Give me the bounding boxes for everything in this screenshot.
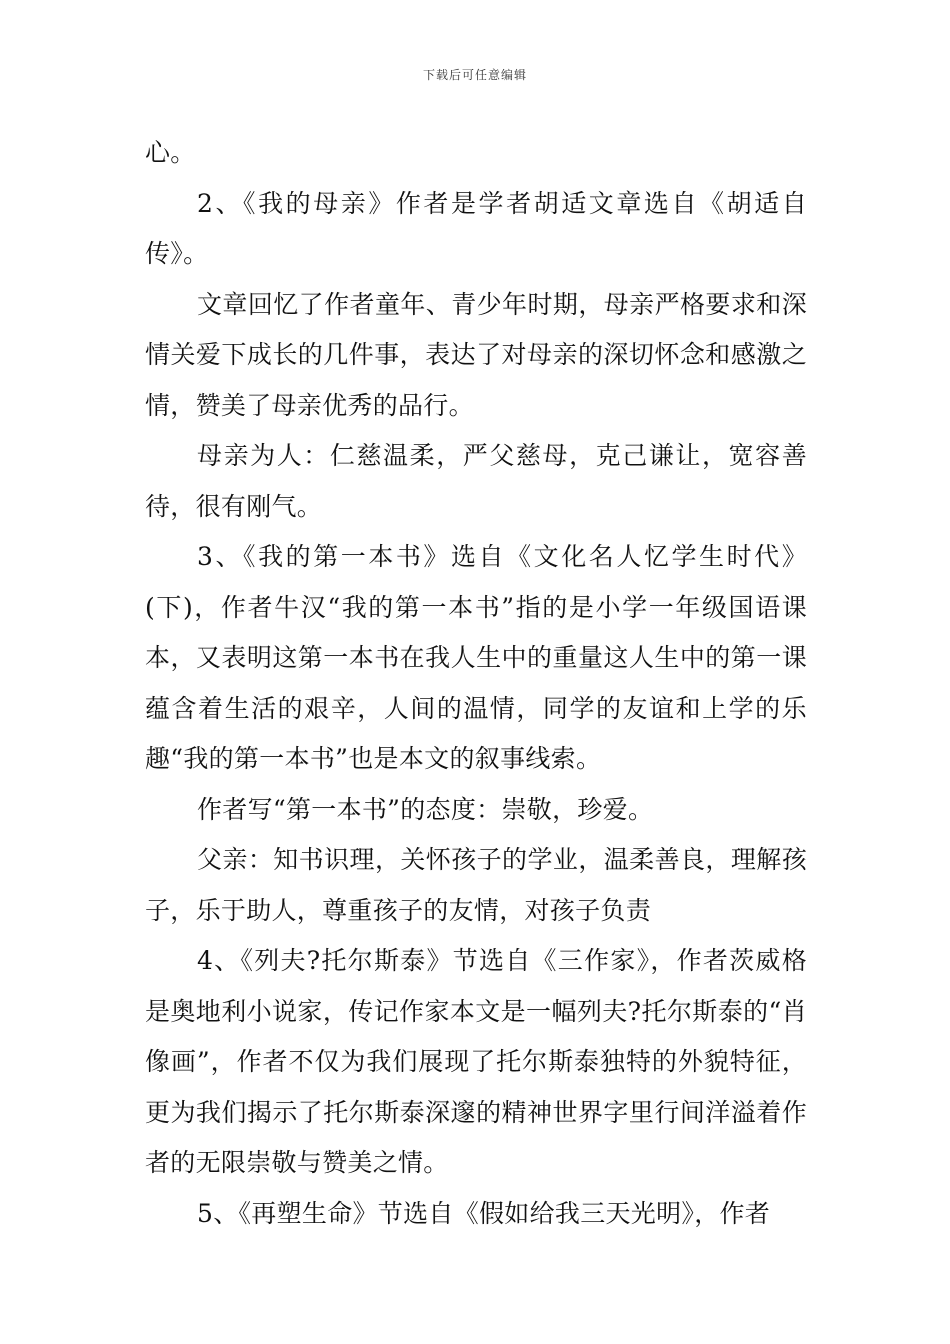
paragraph-item-3: 3、《我的第一本书》选自《文化名人忆学生时代》(下)，作者牛汉“我的第一本书”指的是小学一年级国语课本，又表明这第一本书在我人生中的重量这人生中的第一课蕴含着生活的艰辛，人间的温情，同学的友谊和上学的乐趣“我的第一本书”也是本文的叙事线索。	[145, 542, 807, 773]
paragraph-father-traits: 父亲：知书识理，关怀孩子的学业，温柔善良，理解孩子，乐于助人，尊重孩子的友情，对孩子负责	[145, 845, 807, 925]
body-text	[145, 128, 807, 1239]
paragraph-author-attitude: 作者写“第一本书”的态度：崇敬，珍爱。	[197, 794, 654, 824]
page-header: 下载后可任意编辑	[422, 68, 527, 82]
paragraph-continuation: 心。	[145, 138, 196, 167]
paragraph-mother-traits: 母亲为人：仁慈温柔，严父慈母，克己谦让，宽容善待，很有刚气。	[145, 441, 807, 521]
paragraph-summary: 文章回忆了作者童年、青少年时期，母亲严格要求和深情关爱下成长的几件事，表达了对母亲的深切怀念和感激之情，赞美了母亲优秀的品行。	[145, 289, 807, 420]
paragraph-item-4: 4、《列夫?托尔斯泰》节选自《三作家》，作者茨威格是奥地利小说家，传记作家本文是一幅列夫?托尔斯泰的“肖像画”，作者不仅为我们展现了托尔斯泰独特的外貌特征，更为我们揭示了托尔斯泰深邃的精神世界字里行间洋溢着作者的无限崇敬与赞美之情。	[145, 946, 807, 1177]
paragraph-item-2: 2、《我的母亲》作者是学者胡适文章选自《胡适自传》。	[145, 188, 807, 268]
paragraph-item-5: 5、《再塑生命》节选自《假如给我三天光明》，作者	[197, 1198, 771, 1228]
